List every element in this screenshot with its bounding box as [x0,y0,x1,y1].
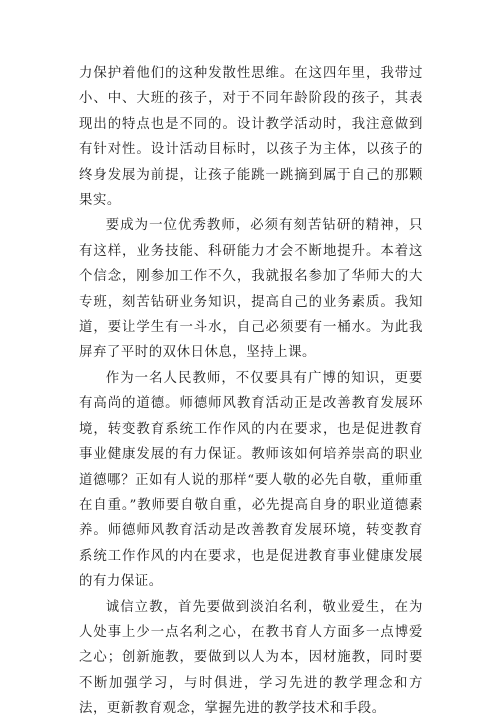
document-body [79,61,423,722]
paragraph-1: 力保护着他们的这种发散性思维。在这四年里，我带过小、中、大班的孩子，对于不同年龄阶段的孩子，其表现出的特点也是不同的。设计教学活动时，我注意做到有针对性。设计活动目标时，以孩子为主体，以孩子的终身发展为前提，让孩子能跳一跳摘到属于自己的那颗果实。 [79,66,423,209]
paragraph-4: 诚信立教，首先要做到淡泊名利，敬业爱生，在为人处事上少一点名利之心，在教书育人方面多一点博爱之心；创新施教，要做到以人为本，因材施教，同时要不断加强学习，与时俱进，学习先进的教学理念和方法，更新教育观念，掌握先进的教学技术和手段。 [79,599,423,717]
paragraph-3: 作为一名人民教师，不仅要具有广博的知识，更要有高尚的道德。师德师风教育活动正是改善教育发展环境，转变教育系统工作作风的内在要求，也是促进教育事业健康发展的有力保证。教师该如何培养崇高的职业道德哪？正如有人说的那样“要人敬的必先自敬，重师重在自重。”教师要自敬自重，必先提高自身的职业道德素养。师德师风教育活动是改善教育发展环境，转变教育系统工作作风的内在要求，也是促进教育事业健康发展的有力保证。 [79,370,423,590]
paragraph-2: 要成为一位优秀教师，必须有刻苦钻研的精神，只有这样，业务技能、科研能力才会不断地提升。本着这个信念，刚参加工作不久，我就报名参加了华师大的大专班，刻苦钻研业务知识，提高自己的业务素质。我知道，要让学生有一斗水，自己必须要有一桶水。为此我屏弃了平时的双休日休息，坚持上课。 [79,218,423,361]
